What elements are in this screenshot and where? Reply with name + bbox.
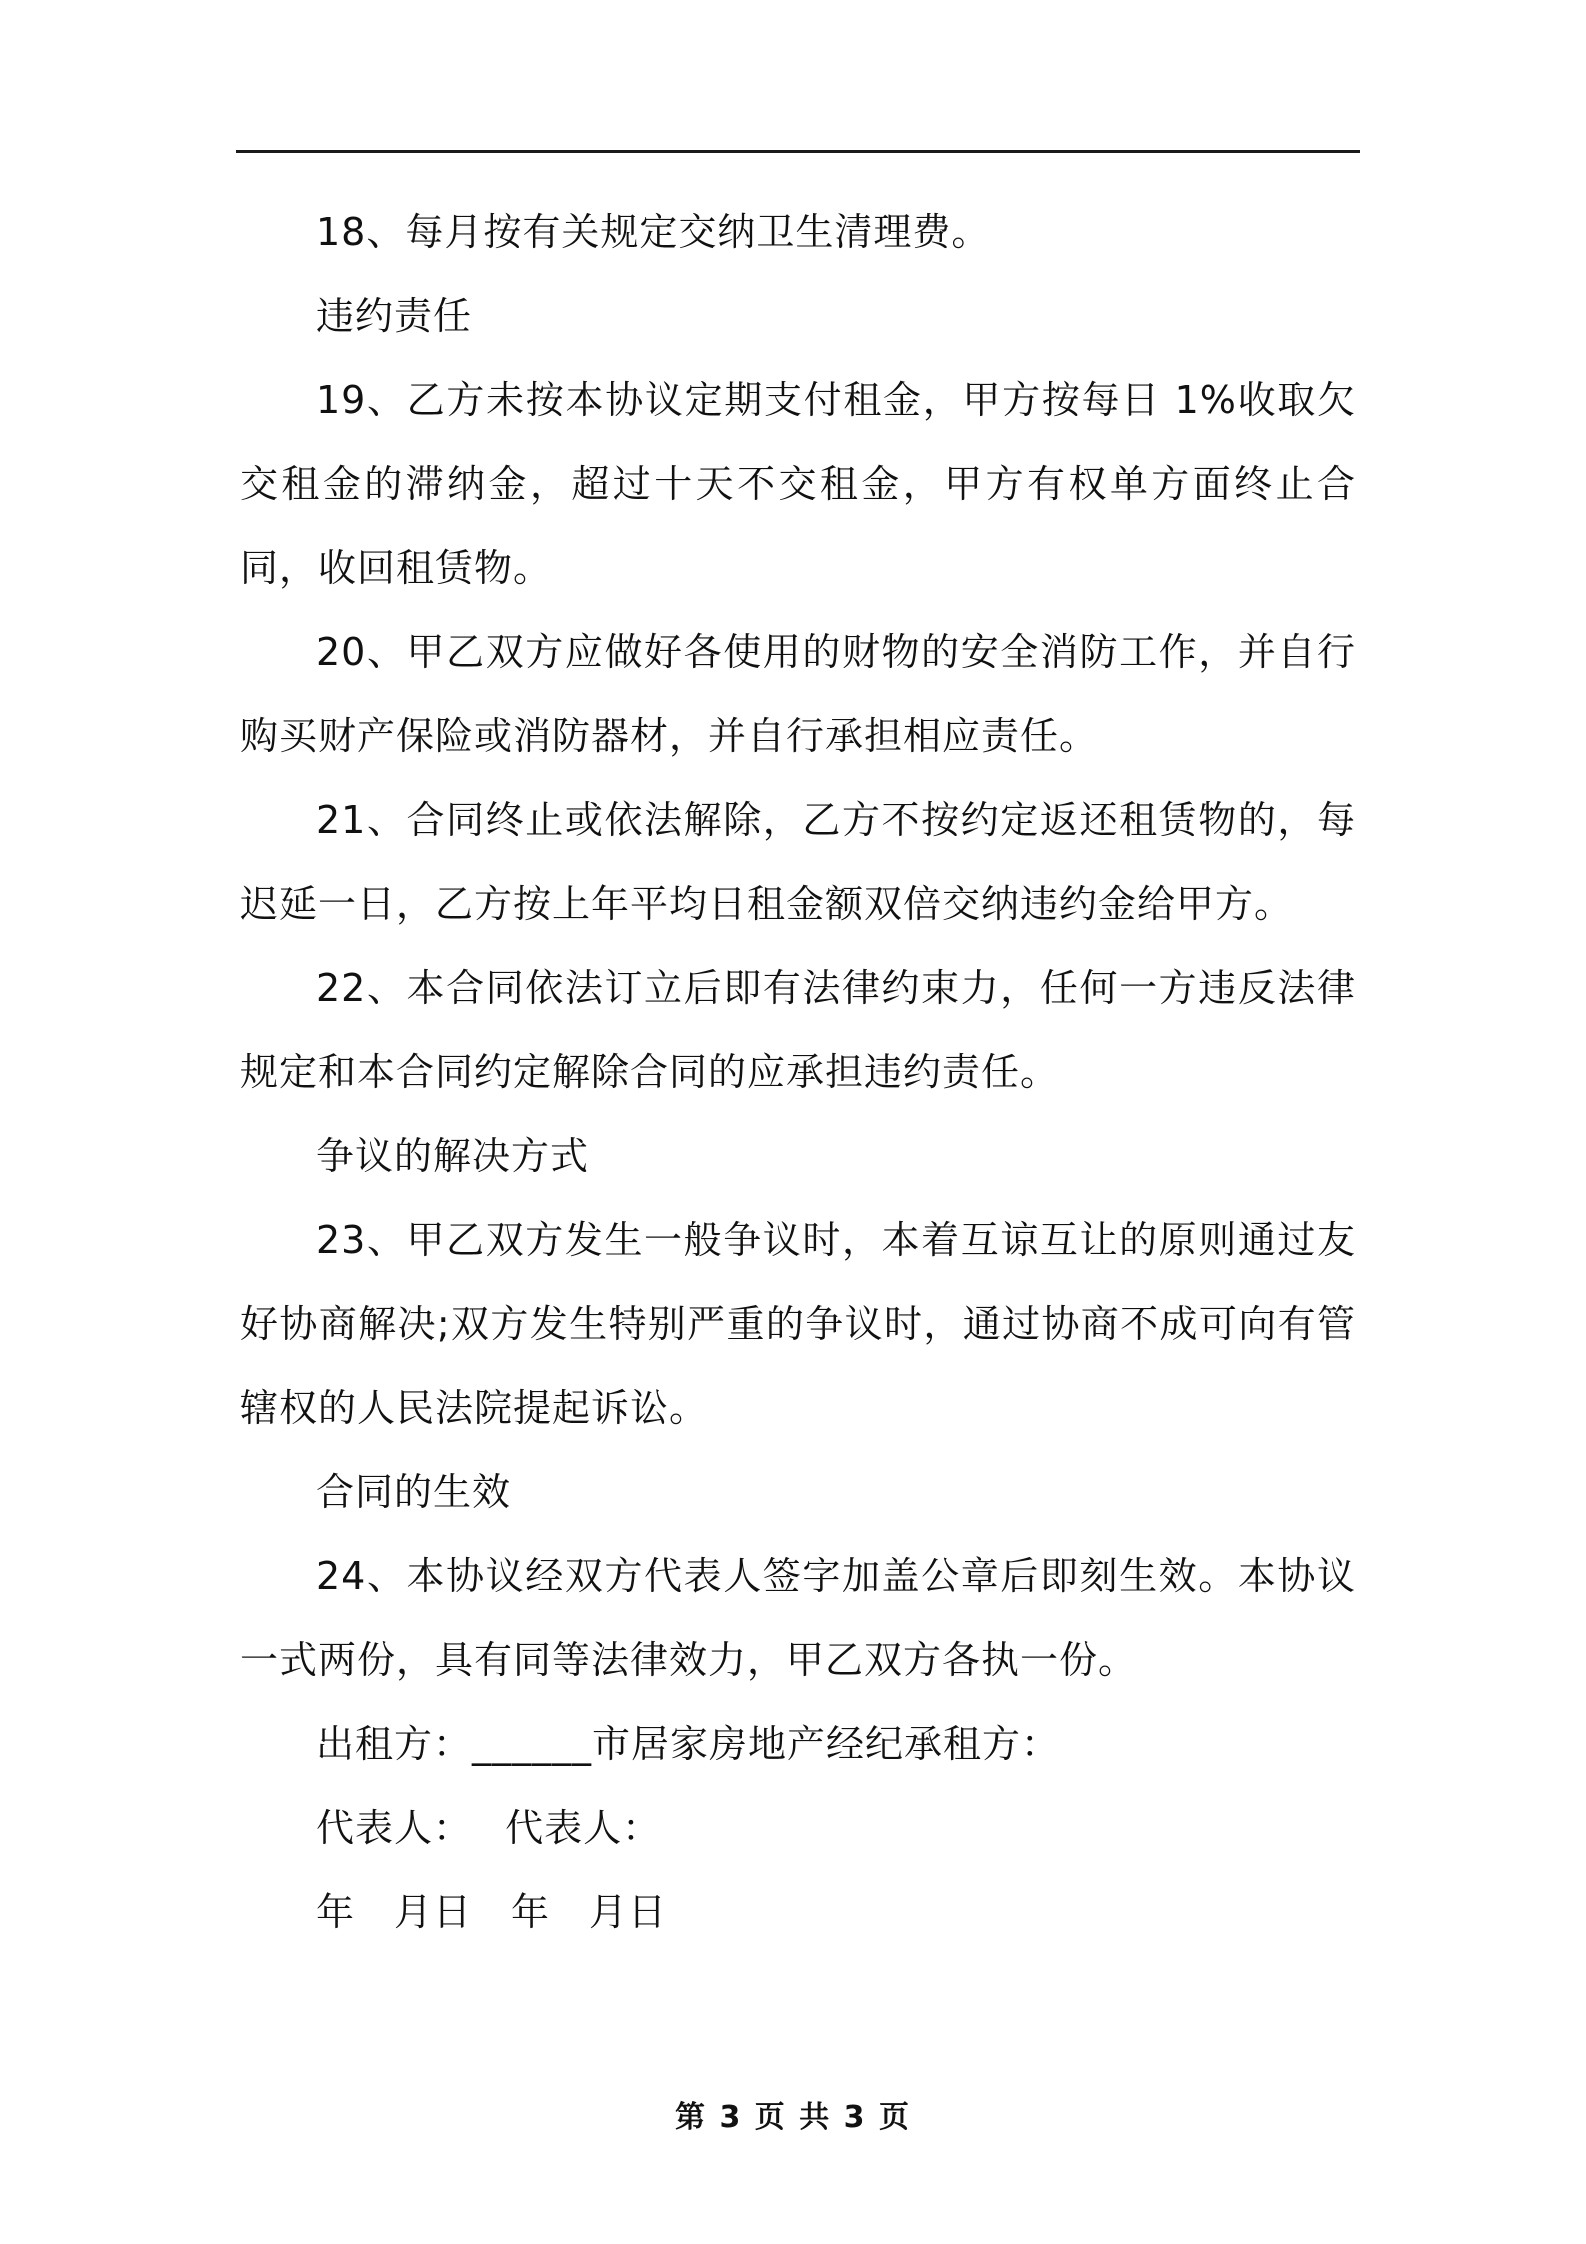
header-rule bbox=[236, 150, 1360, 153]
clause-21: 21、合同终止或依法解除，乙方不按约定返还租赁物的，每迟延一日，乙方按上年平均日租金额双倍交纳违约金给甲方。 bbox=[240, 798, 1356, 926]
section-heading-breach-liability: 违约责任 bbox=[316, 294, 473, 338]
section-heading-effectiveness: 合同的生效 bbox=[316, 1470, 512, 1514]
clause-24: 24、本协议经双方代表人签字加盖公章后即刻生效。本协议一式两份，具有同等法律效力，甲乙双方各执一份。 bbox=[240, 1554, 1356, 1682]
clause-18: 18、每月按有关规定交纳卫生清理费。 bbox=[316, 210, 991, 254]
document-body bbox=[240, 190, 1356, 1954]
clause-20: 20、甲乙双方应做好各使用的财物的安全消防工作，并自行购买财产保险或消防器材，并自行承担相应责任。 bbox=[240, 630, 1356, 758]
signature-parties-line: 出租方：______市居家房地产经纪承租方： bbox=[316, 1722, 1061, 1766]
clause-22: 22、本合同依法订立后即有法律约束力，任何一方违反法律规定和本合同约定解除合同的应承担违约责任。 bbox=[240, 966, 1356, 1094]
clause-23: 23、甲乙双方发生一般争议时，本着互谅互让的原则通过友好协商解决;双方发生特别严重的争议时，通过协商不成可向有管辖权的人民法院提起诉讼。 bbox=[240, 1218, 1356, 1430]
signature-representatives-line: 代表人： 代表人： bbox=[316, 1806, 662, 1850]
signature-date-line: 年 月日 年 月日 bbox=[316, 1890, 668, 1934]
clause-19: 19、乙方未按本协议定期支付租金，甲方按每日 1%收取欠交租金的滞纳金，超过十天不交租金，甲方有权单方面终止合同，收回租赁物。 bbox=[240, 378, 1356, 590]
page-number-footer: 第 3 页 共 3 页 bbox=[675, 2100, 911, 2135]
section-heading-dispute-resolution: 争议的解决方式 bbox=[316, 1134, 590, 1178]
